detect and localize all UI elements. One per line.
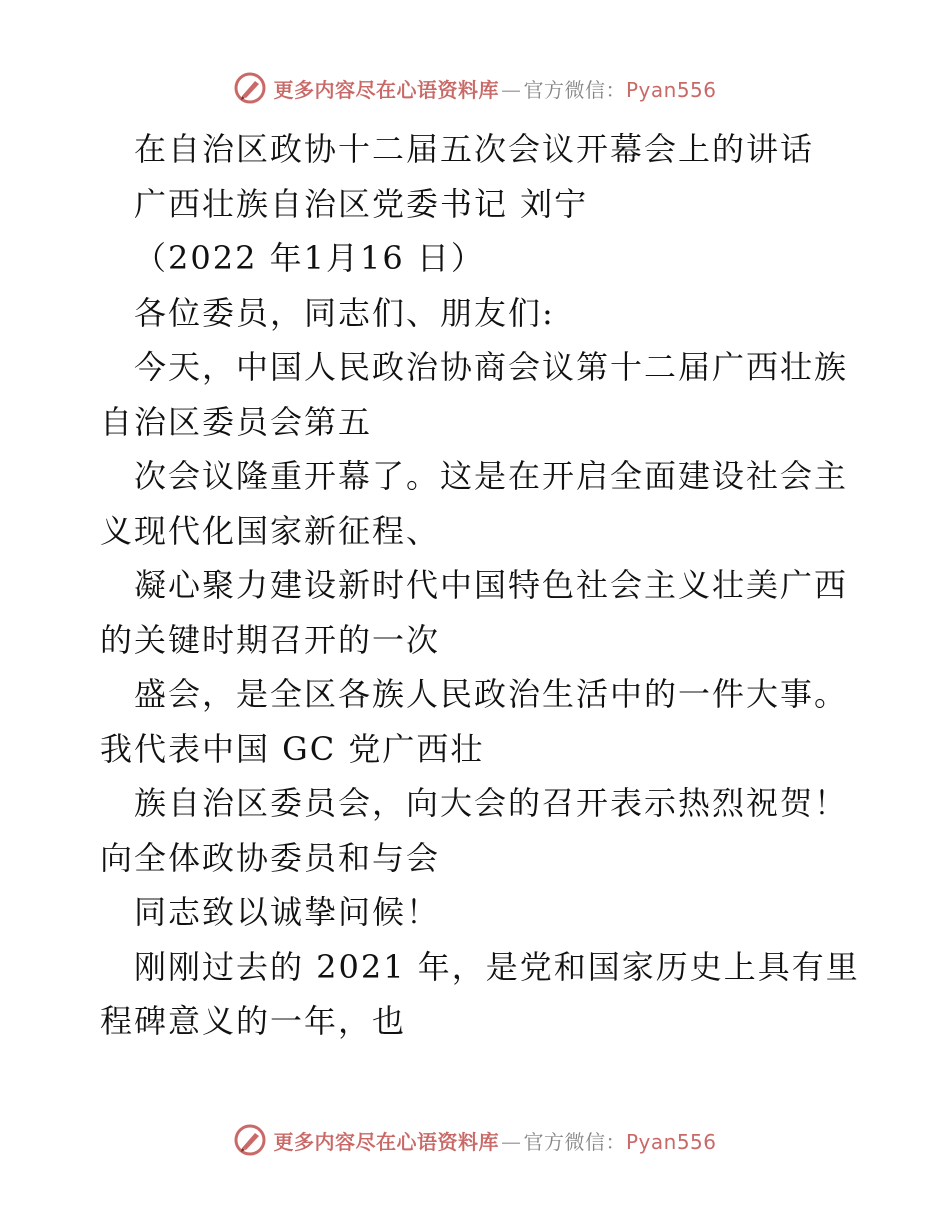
text-line: 刚刚过去的 2021 年，是党和国家历史上具有里 [134,947,860,986]
text-line: 今天，中国人民政治协商会议第十二届广西壮族 [134,348,849,386]
text-line: 的关键时期召开的一次 [100,620,441,659]
document-body [100,122,860,1049]
text-line: 义现代化国家新征程、 [100,511,441,550]
watermark-text: 更多内容尽在心语资料库 — 官方微信：Pyan556 [273,1129,717,1154]
pen-logo-icon [233,71,267,105]
watermark-footer [0,1120,950,1160]
text-line: 向全体政协委员和与会 [100,838,441,877]
document-title: 在自治区政协十二届五次会议开幕会上的讲话 [134,130,815,168]
text-line: 盛会，是全区各族人民政治生活中的一件大事。 [134,675,849,713]
text-line: 族自治区委员会，向大会的召开表示热烈祝贺！ [134,784,849,822]
text-line: 次会议隆重开幕了。这是在开启全面建设社会主 [134,457,849,495]
pen-logo-icon [233,1123,267,1157]
text-line: 各位委员，同志们、朋友们: [134,293,555,332]
watermark-header [0,68,950,108]
document-date: （2022 年1月16 日） [134,239,485,277]
text-line: 同志致以诚挚问候！ [134,893,441,931]
document-author: 广西壮族自治区党委书记 刘宁 [134,184,589,223]
text-line: 凝心聚力建设新时代中国特色社会主义壮美广西 [134,566,849,604]
watermark-text: 更多内容尽在心语资料库 — 官方微信：Pyan556 [273,77,717,102]
text-line: 自治区委员会第五 [100,402,373,441]
text-line: 程碑意义的一年，也 [100,1002,407,1040]
text-line: 我代表中国 GC 党广西壮 [100,729,485,768]
